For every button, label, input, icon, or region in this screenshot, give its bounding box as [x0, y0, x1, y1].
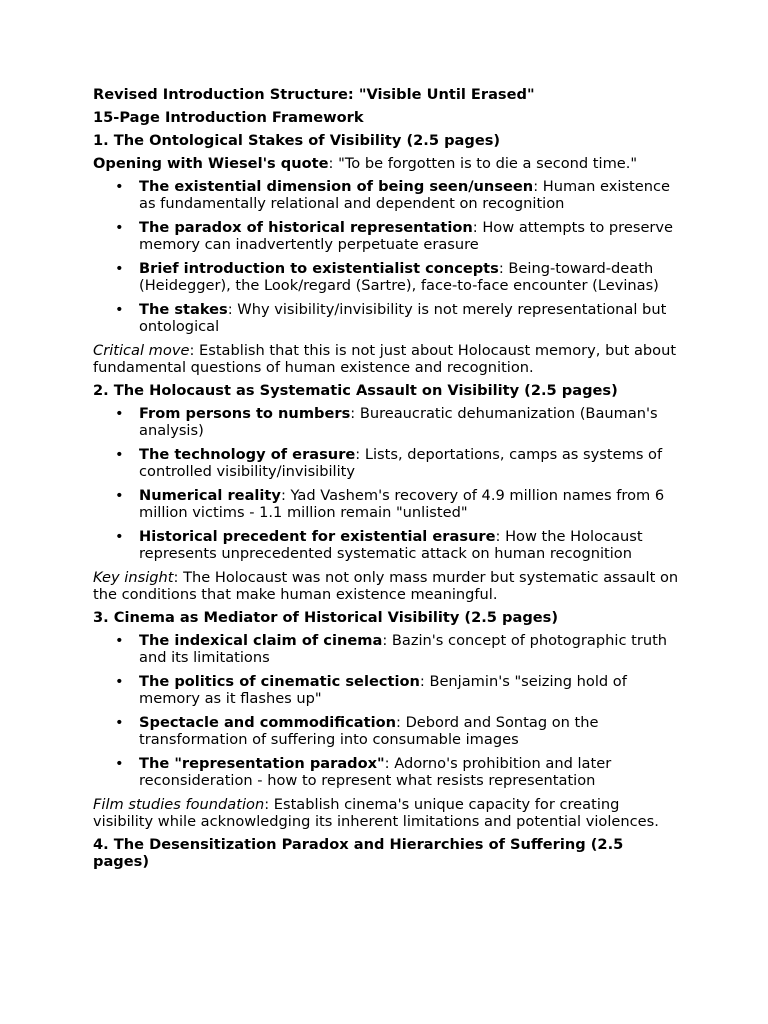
list-item	[139, 301, 683, 335]
list-item	[139, 755, 683, 789]
item-text: : Why visibility/invisibility is not merely representational but ontological	[139, 301, 667, 335]
document-page	[93, 86, 683, 876]
item-text: : Lists, deportations, camps as systems of controlled visibility/invisibility	[139, 446, 663, 480]
document-subtitle: 15-Page Introduction Framework	[93, 109, 364, 126]
opening-label: Opening with Wiesel's quote	[93, 155, 329, 172]
item-text: : Adorno's prohibition and later reconsideration - how to represent what resists representation	[139, 755, 612, 789]
note-text: : Establish that this is not just about Holocaust memory, but about fundamental questions of human existence and recognition.	[93, 342, 677, 376]
list-item	[139, 219, 683, 253]
item-text: : Being-toward-death (Heidegger), the Look/regard (Sartre), face-to-face encounter (Levinas)	[139, 260, 659, 294]
bullet-list	[93, 632, 683, 789]
section-heading: 3. Cinema as Mediator of Historical Visibility (2.5 pages)	[93, 609, 559, 626]
item-term: The paradox of historical representation	[139, 219, 473, 236]
item-term: The politics of cinematic selection	[139, 673, 420, 690]
note-label: Film studies foundation	[93, 796, 265, 813]
item-text: : Bureaucratic dehumanization (Bauman's analysis)	[139, 405, 658, 439]
list-item	[139, 405, 683, 439]
item-text: : How attempts to preserve memory can inadvertently perpetuate erasure	[139, 219, 674, 253]
item-text: : Yad Vashem's recovery of 4.9 million names from 6 million victims - 1.1 million remain "unlisted"	[139, 487, 665, 521]
section-heading: 4. The Desensitization Paradox and Hierarchies of Suffering (2.5 pages)	[93, 836, 624, 870]
item-term: The indexical claim of cinema	[139, 632, 383, 649]
item-term: The existential dimension of being seen/unseen	[139, 178, 534, 195]
opening-text: : "To be forgotten is to die a second time."	[328, 155, 638, 172]
item-term: Historical precedent for existential erasure	[139, 528, 496, 545]
list-item	[139, 714, 683, 748]
list-item	[139, 528, 683, 562]
document-title: Revised Introduction Structure: "Visible Until Erased"	[93, 86, 535, 103]
bullet-list	[93, 405, 683, 562]
item-term: The stakes	[139, 301, 228, 318]
list-item	[139, 178, 683, 212]
list-item	[139, 487, 683, 521]
item-text: : Bazin's concept of photographic truth and its limitations	[139, 632, 668, 666]
note-label: Key insight	[93, 569, 174, 586]
note-text: : The Holocaust was not only mass murder but systematic assault on the conditions that make human existence meaningful.	[93, 569, 679, 603]
list-item	[139, 632, 683, 666]
section-heading: 1. The Ontological Stakes of Visibility (2.5 pages)	[93, 132, 501, 149]
item-term: Spectacle and commodification	[139, 714, 397, 731]
list-item	[139, 260, 683, 294]
section-heading: 2. The Holocaust as Systematic Assault on Visibility (2.5 pages)	[93, 382, 618, 399]
item-term: The technology of erasure	[139, 446, 356, 463]
list-item	[139, 673, 683, 707]
item-term: From persons to numbers	[139, 405, 351, 422]
item-term: The "representation paradox"	[139, 755, 385, 772]
section-note	[93, 569, 683, 603]
section-note	[93, 342, 683, 376]
note-label: Critical move	[93, 342, 190, 359]
item-text: : Human existence as fundamentally relational and dependent on recognition	[139, 178, 670, 212]
section-note	[93, 796, 683, 830]
item-term: Numerical reality	[139, 487, 281, 504]
list-item	[139, 446, 683, 480]
item-text: : Debord and Sontag on the transformation of suffering into consumable images	[139, 714, 599, 748]
item-text: : Benjamin's "seizing hold of memory as it flashes up"	[139, 673, 627, 707]
bullet-list	[93, 178, 683, 335]
item-term: Brief introduction to existentialist concepts	[139, 260, 499, 277]
item-text: : How the Holocaust represents unprecedented systematic attack on human recognition	[139, 528, 643, 562]
opening-line	[93, 155, 683, 172]
note-text: : Establish cinema's unique capacity for creating visibility while acknowledging its inherent limitations and potential violences.	[93, 796, 659, 830]
